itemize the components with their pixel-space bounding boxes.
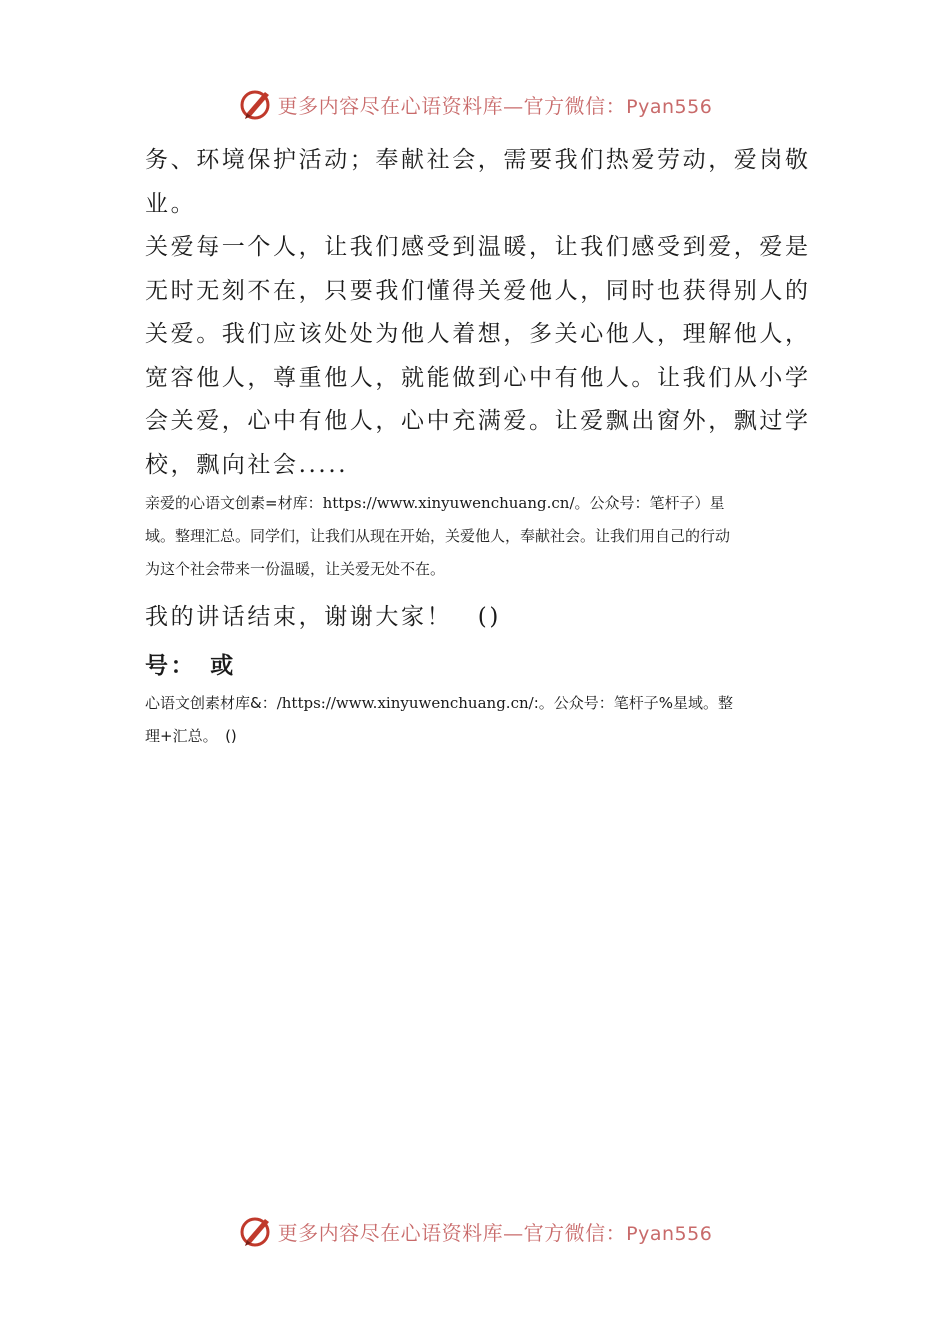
footer-banner: [0, 1211, 950, 1251]
paragraph-line: 会关爱，心中有他人，心中充满爱。让爱飘出窗外，飘过学: [145, 408, 811, 434]
wechat-id: Pyan556: [626, 95, 713, 118]
heading-line: 号： 或: [145, 651, 236, 679]
header-banner: [0, 84, 950, 124]
banner-text: 更多内容尽在心语资料库—官方微信：Pyan556: [277, 93, 713, 118]
website-link[interactable]: https://www.xinyuwenchuang.cn/: [322, 494, 575, 512]
wechat-id: Pyan556: [626, 1222, 713, 1245]
paragraph-line: 业。: [145, 190, 197, 217]
note-line: 为这个社会带来一份温暖，让关爱无处不在。: [145, 560, 446, 578]
closing-line: 我的讲话结束，谢谢大家！ (): [145, 604, 501, 630]
note-line: 亲爱的心语文创素=材库：https://www.xinyuwenchuang.cn/。公众号：笔杆子）星: [145, 494, 725, 512]
paragraph-line: 务、环境保护活动；奉献社会，需要我们热爱劳动，爱岗敬: [145, 147, 811, 173]
paragraph-line: 校，飘向社会.....: [145, 451, 349, 478]
pen-circle-icon: [238, 86, 274, 122]
paragraph-line: 宽容他人，尊重他人，就能做到心中有他人。让我们从小学: [145, 364, 811, 391]
website-link[interactable]: /https://www.xinyuwenchuang.cn/: [276, 694, 534, 712]
note-line: 域。整理汇总。同学们，让我们从现在开始，关爱他人，奉献社会。让我们用自己的行动: [145, 527, 731, 545]
pen-circle-icon: [238, 1213, 274, 1249]
document-body: [145, 139, 810, 753]
paragraph-line: 关爱每一个人，让我们感受到温暖，让我们感受到爱，爱是: [145, 234, 811, 260]
note-line: 理+汇总。 (): [145, 727, 237, 745]
note-line: 心语文创素材库&：/https://www.xinyuwenchuang.cn/:。公众号：笔杆子%星域。整: [145, 694, 733, 712]
paragraph-line: 无时无刻不在，只要我们懂得关爱他人，同时也获得别人的: [145, 277, 811, 304]
paragraph-line: 关爱。我们应该处处为他人着想，多关心他人，理解他人，: [145, 321, 811, 347]
banner-text: 更多内容尽在心语资料库—官方微信：Pyan556: [277, 1220, 713, 1245]
